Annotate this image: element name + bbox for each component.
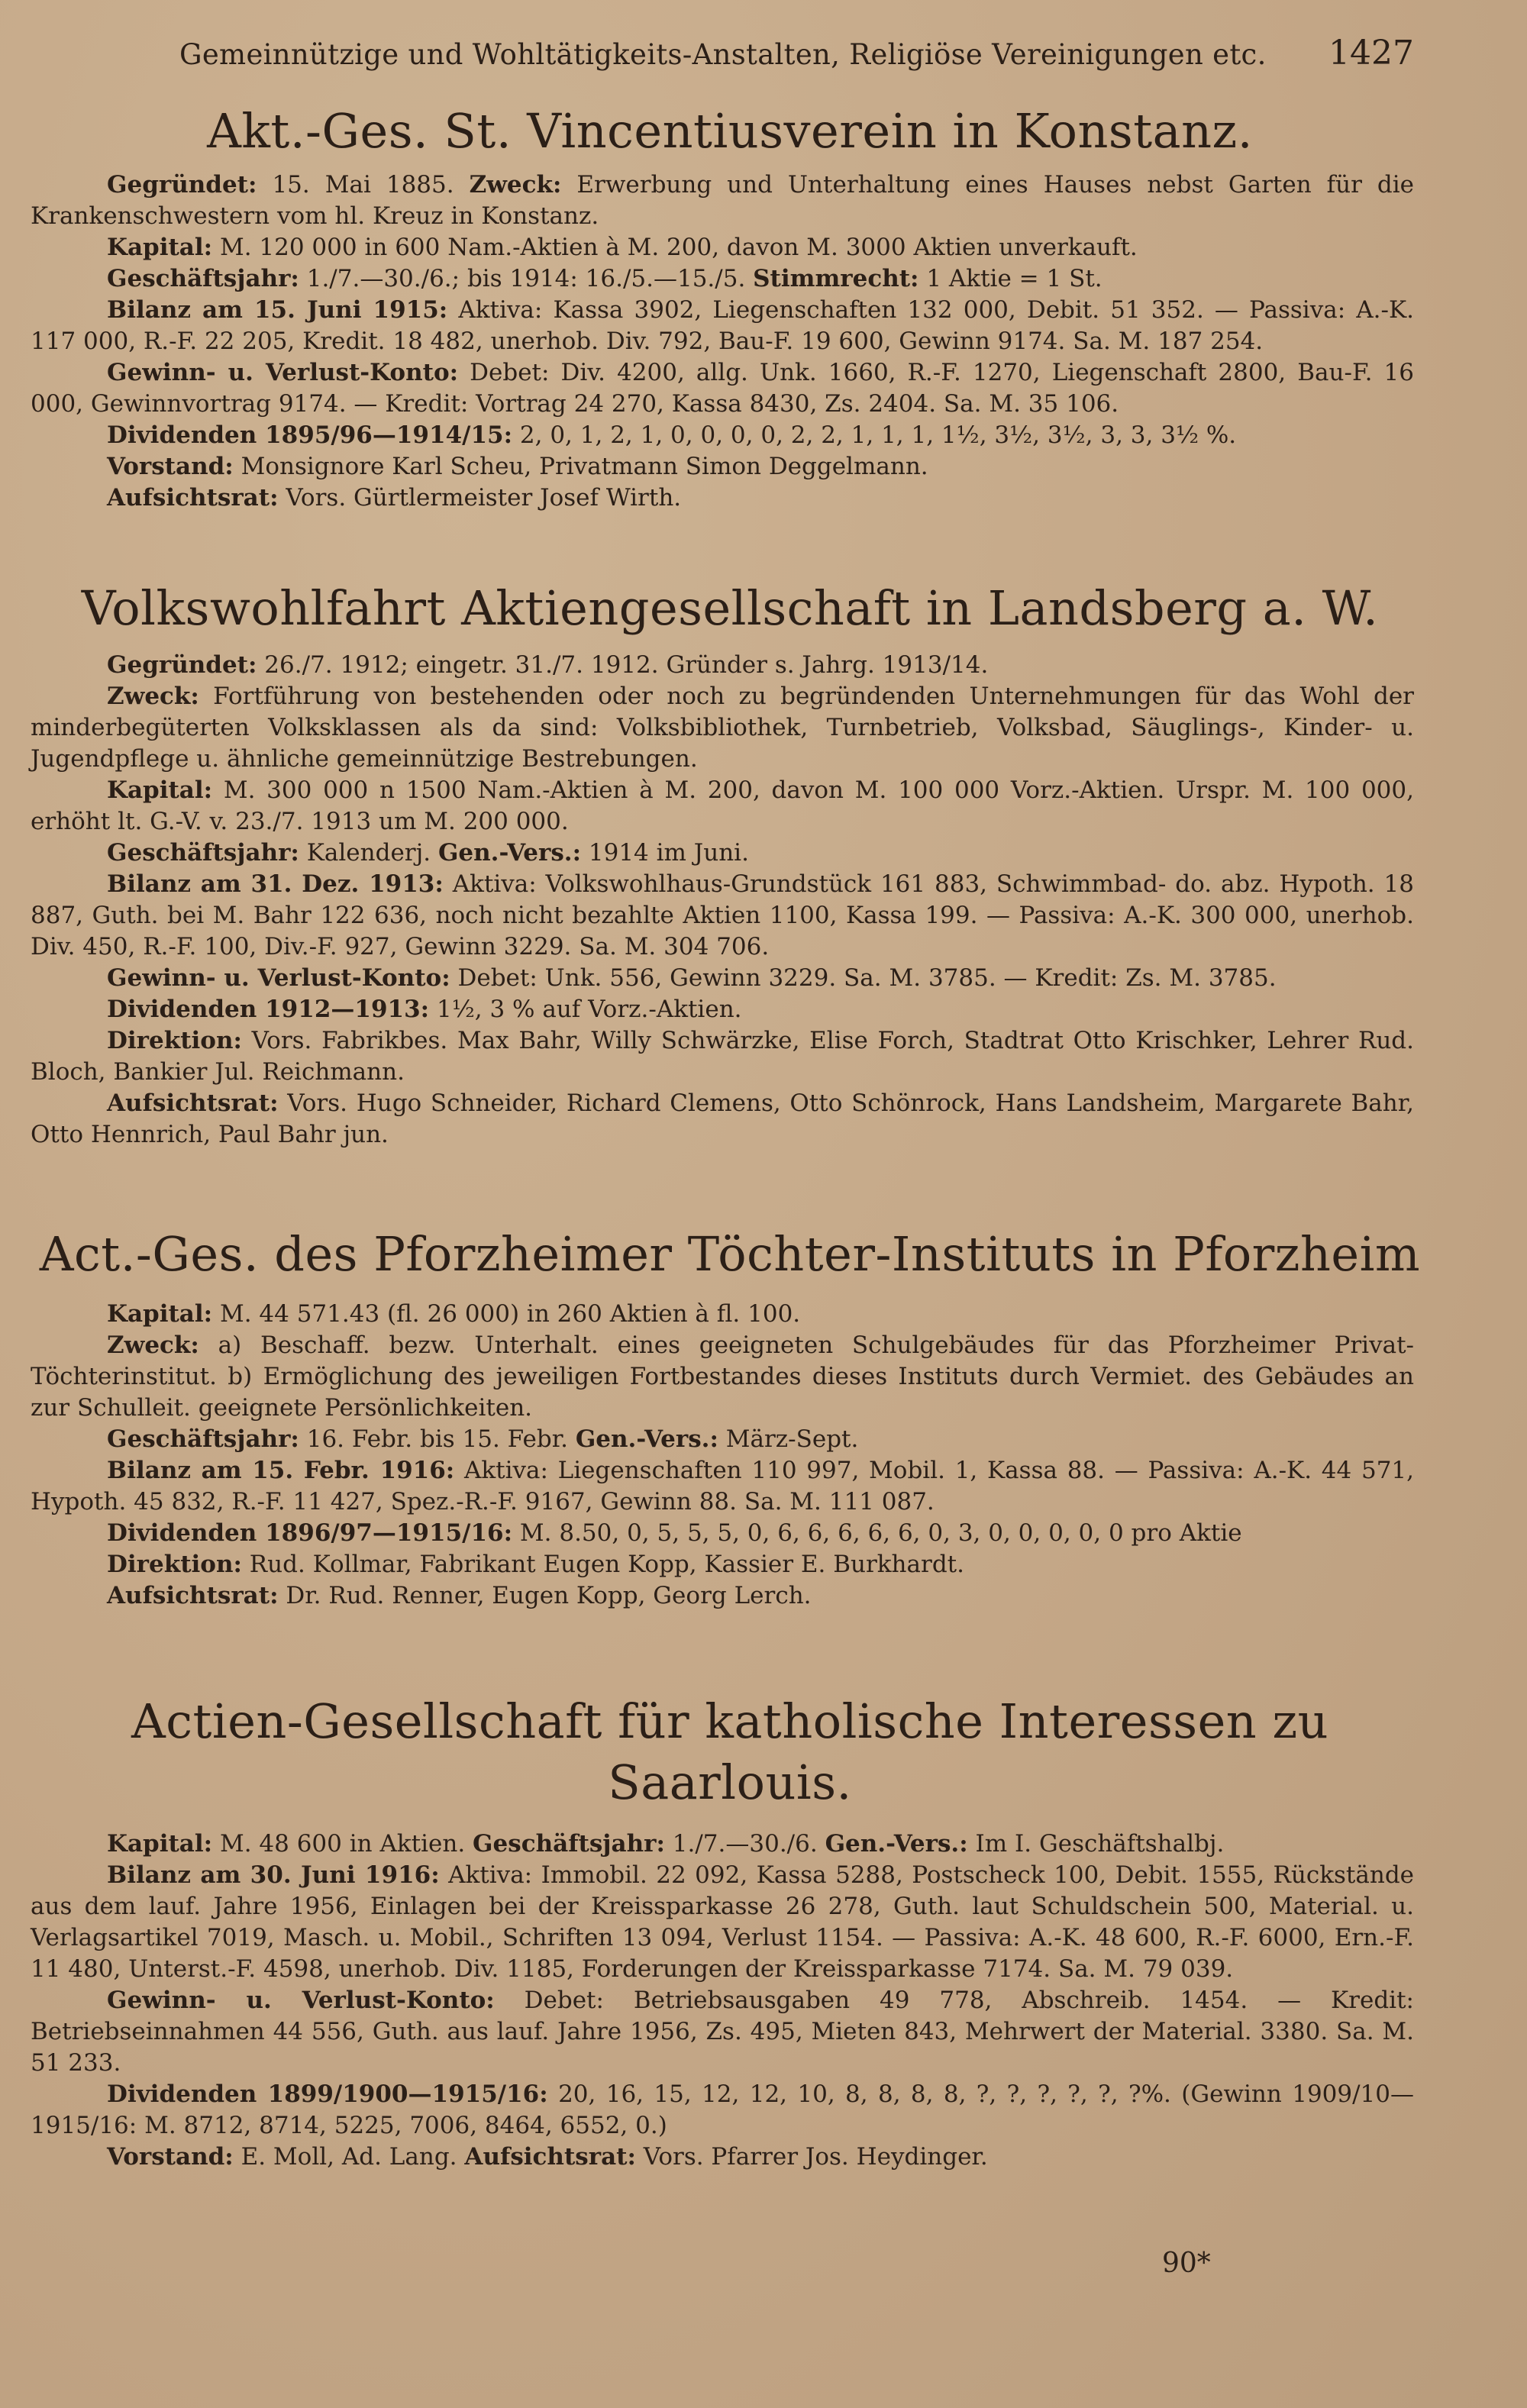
entry-paragraph: Kapital: M. 120 000 in 600 Nam.-Aktien à M. 200, davon M. 3000 Aktien unverkauft. xyxy=(107,234,1138,261)
entry-title: Act.-Ges. des Pforzheimer Töchter-Instituts in Pforzheim xyxy=(39,1226,1421,1282)
entry-paragraph: Geschäftsjahr: 16. Febr. bis 15. Febr. Gen.-Vers.: März-Sept. xyxy=(107,1425,859,1453)
entry-volkswohlfahrt xyxy=(31,578,1429,1151)
entry-paragraph: Bilanz am 15. Juni 1915: Aktiva: Kassa 3902, Liegenschaften 132 000, Debit. 51 352. — Passiva: A.-K. 117 000, R.-F. 22 205, Kredit. 18 482, unerhob. Div. 792, Bau-F. 19 600, Gewinn 9174. Sa. M. 187 254. xyxy=(31,296,1414,355)
document-page xyxy=(31,34,1429,2173)
entry-title: Actien-Gesellschaft für katholische Interessen zu Saarlouis. xyxy=(131,1693,1329,1810)
running-title: Gemeinnützige und Wohltätigkeits-Anstalten, Religiöse Vereinigungen etc. xyxy=(179,38,1267,71)
entry-paragraph: Aufsichtsrat: Vors. Hugo Schneider, Richard Clemens, Otto Schönrock, Hans Landsheim, Margarete Bahr, Otto Hennrich, Paul Bahr jun. xyxy=(31,1089,1414,1148)
entry-paragraph: Aufsichtsrat: Vors. Gürtlermeister Josef Wirth. xyxy=(107,484,682,512)
entry-paragraph: Bilanz am 15. Febr. 1916: Aktiva: Liegenschaften 110 997, Mobil. 1, Kassa 88. — Passiva: A.-K. 44 571, Hypoth. 45 832, R.-F. 11 427, Spez.-R.-F. 9167, Gewinn 88. Sa. M. 111 087. xyxy=(31,1457,1414,1515)
entry-paragraph: Zweck: a) Beschaff. bezw. Unterhalt. eines geeigneten Schulgebäudes für das Pforzheimer Privat-Töchterinstitut. b) Ermöglichung des jeweiligen Fortbestandes dieses Instituts durch Vermiet. des Gebäudes an zur Schulleit. geeignete Persönlichkeiten. xyxy=(31,1332,1414,1422)
entry-title: Akt.-Ges. St. Vincentiusverein in Konstanz. xyxy=(207,103,1253,159)
entry-paragraph: Gegründet: 15. Mai 1885. Zweck: Erwerbung und Unterhaltung eines Hauses nebst Garten für die Krankenschwestern vom hl. Kreuz in Konstanz. xyxy=(31,171,1414,230)
entry-paragraph: Geschäftsjahr: 1./7.—30./6.; bis 1914: 16./5.—15./5. Stimmrecht: 1 Aktie = 1 St. xyxy=(107,265,1102,292)
page-number: 1427 xyxy=(1328,34,1414,73)
entry-paragraph: Kapital: M. 44 571.43 (fl. 26 000) in 260 Aktien à fl. 100. xyxy=(107,1300,801,1328)
entry-paragraph: Gewinn- u. Verlust-Konto: Debet: Unk. 556, Gewinn 3229. Sa. M. 3785. — Kredit: Zs. M. 3785. xyxy=(107,964,1277,992)
entry-paragraph: Dividenden 1895/96—1914/15: 2, 0, 1, 2, 1, 0, 0, 0, 0, 2, 2, 1, 1, 1, 1½, 3½, 3½, 3, 3, 3½ %. xyxy=(107,421,1237,449)
entry-paragraph: Bilanz am 31. Dez. 1913: Aktiva: Volkswohlhaus-Grundstück 161 883, Schwimmbad- do. abz. Hypoth. 18 887, Guth. bei M. Bahr 122 636, noch nicht bezahlte Aktien 1100, Kassa 199. — Passiva: A.-K. 300 000, unerhob. Div. 450, R.-F. 100, Div.-F. 927, Gewinn 3229. Sa. M. 304 706. xyxy=(31,870,1414,960)
entry-paragraph: Dividenden 1896/97—1915/16: M. 8.50, 0, 5, 5, 5, 0, 6, 6, 6, 6, 6, 0, 3, 0, 0, 0, 0, 0 pro Aktie xyxy=(107,1519,1242,1547)
entry-paragraph: Dividenden 1899/1900—1915/16: 20, 16, 15, 12, 12, 10, 8, 8, 8, 8, ?, ?, ?, ?, ?, ?%. (Gewinn 1909/10—1915/16: M. 8712, 8714, 5225, 7006, 8464, 6552, 0.) xyxy=(31,2080,1415,2139)
entry-paragraph: Zweck: Fortführung von bestehenden oder noch zu begründenden Unternehmungen für das Wohl der minderbegüterten Volksklassen als da sind: Volksbibliothek, Turnbetrieb, Volksbad, Säuglings-, Kinder- u. Jugendpflege u. ähnliche gemeinnützige Bestrebungen. xyxy=(31,683,1414,773)
entry-paragraph: Direktion: Vors. Fabrikbes. Max Bahr, Willy Schwärzke, Elise Forch, Stadtrat Otto Krischker, Lehrer Rud. Bloch, Bankier Jul. Reichmann. xyxy=(31,1027,1414,1086)
entry-pforzheimer-toechter-institut xyxy=(31,1224,1429,1612)
entry-paragraph: Gewinn- u. Verlust-Konto: Debet: Betriebsausgaben 49 778, Abschreib. 1454. — Kredit: Betriebseinnahmen 44 556, Guth. aus lauf. Jahre 1956, Zs. 495, Mieten 843, Mehrwert der Material. 3380. Sa. M. 51 233. xyxy=(31,1987,1415,2077)
entry-saarlouis xyxy=(31,1691,1429,2173)
entry-paragraph: Bilanz am 30. Juni 1916: Aktiva: Immobil. 22 092, Kassa 5288, Postscheck 100, Debit. 1555, Rückstände aus dem lauf. Jahre 1956, Einlagen bei der Kreissparkasse 26 278, Guth. laut Schuldschein 500, Material. u. Verlagsartikel 7019, Masch. u. Mobil., Schriften 13 094, Verlust 1154. — Passiva: A.-K. 48 600, R.-F. 6000, Ern.-F. 11 480, Unterst.-F. 4598, unerhob. Div. 1185, Forderungen der Kreissparkasse 7174. Sa. M. 79 039. xyxy=(31,1861,1415,1983)
entry-paragraph: Vorstand: E. Moll, Ad. Lang. Aufsichtsrat: Vors. Pfarrer Jos. Heydinger. xyxy=(107,2143,988,2171)
entry-paragraph: Gegründet: 26./7. 1912; eingetr. 31./7. 1912. Gründer s. Jahrg. 1913/14. xyxy=(107,651,989,679)
entry-paragraph: Direktion: Rud. Kollmar, Fabrikant Eugen Kopp, Kassier E. Burkhardt. xyxy=(107,1551,964,1578)
signature-mark: 90* xyxy=(1162,2248,1211,2279)
entry-paragraph: Dividenden 1912—1913: 1½, 3 % auf Vorz.-Aktien. xyxy=(107,996,742,1023)
entry-paragraph: Geschäftsjahr: Kalenderj. Gen.-Vers.: 1914 im Juni. xyxy=(107,839,749,867)
entry-paragraph: Kapital: M. 48 600 in Aktien. Geschäftsjahr: 1./7.—30./6. Gen.-Vers.: Im I. Geschäftshalbj. xyxy=(107,1830,1225,1858)
entry-title: Volkswohlfahrt Aktiengesellschaft in Landsberg a. W. xyxy=(81,580,1379,636)
entry-paragraph: Aufsichtsrat: Dr. Rud. Renner, Eugen Kopp, Georg Lerch. xyxy=(107,1582,812,1609)
entry-paragraph: Kapital: M. 300 000 n 1500 Nam.-Aktien à M. 200, davon M. 100 000 Vorz.-Aktien. Urspr. M. 100 000, erhöht lt. G.-V. v. 23./7. 1913 um M. 200 000. xyxy=(31,776,1414,835)
entry-paragraph: Vorstand: Monsignore Karl Scheu, Privatmann Simon Deggelmann. xyxy=(107,453,928,480)
running-header xyxy=(31,34,1429,87)
entry-paragraph: Gewinn- u. Verlust-Konto: Debet: Div. 4200, allg. Unk. 1660, R.-F. 1270, Liegenschaft 2800, Bau-F. 16 000, Gewinnvortrag 9174. — Kredit: Vortrag 24 270, Kassa 8430, Zs. 2404. Sa. M. 35 106. xyxy=(31,359,1414,418)
entry-vincentiusverein xyxy=(31,101,1429,514)
